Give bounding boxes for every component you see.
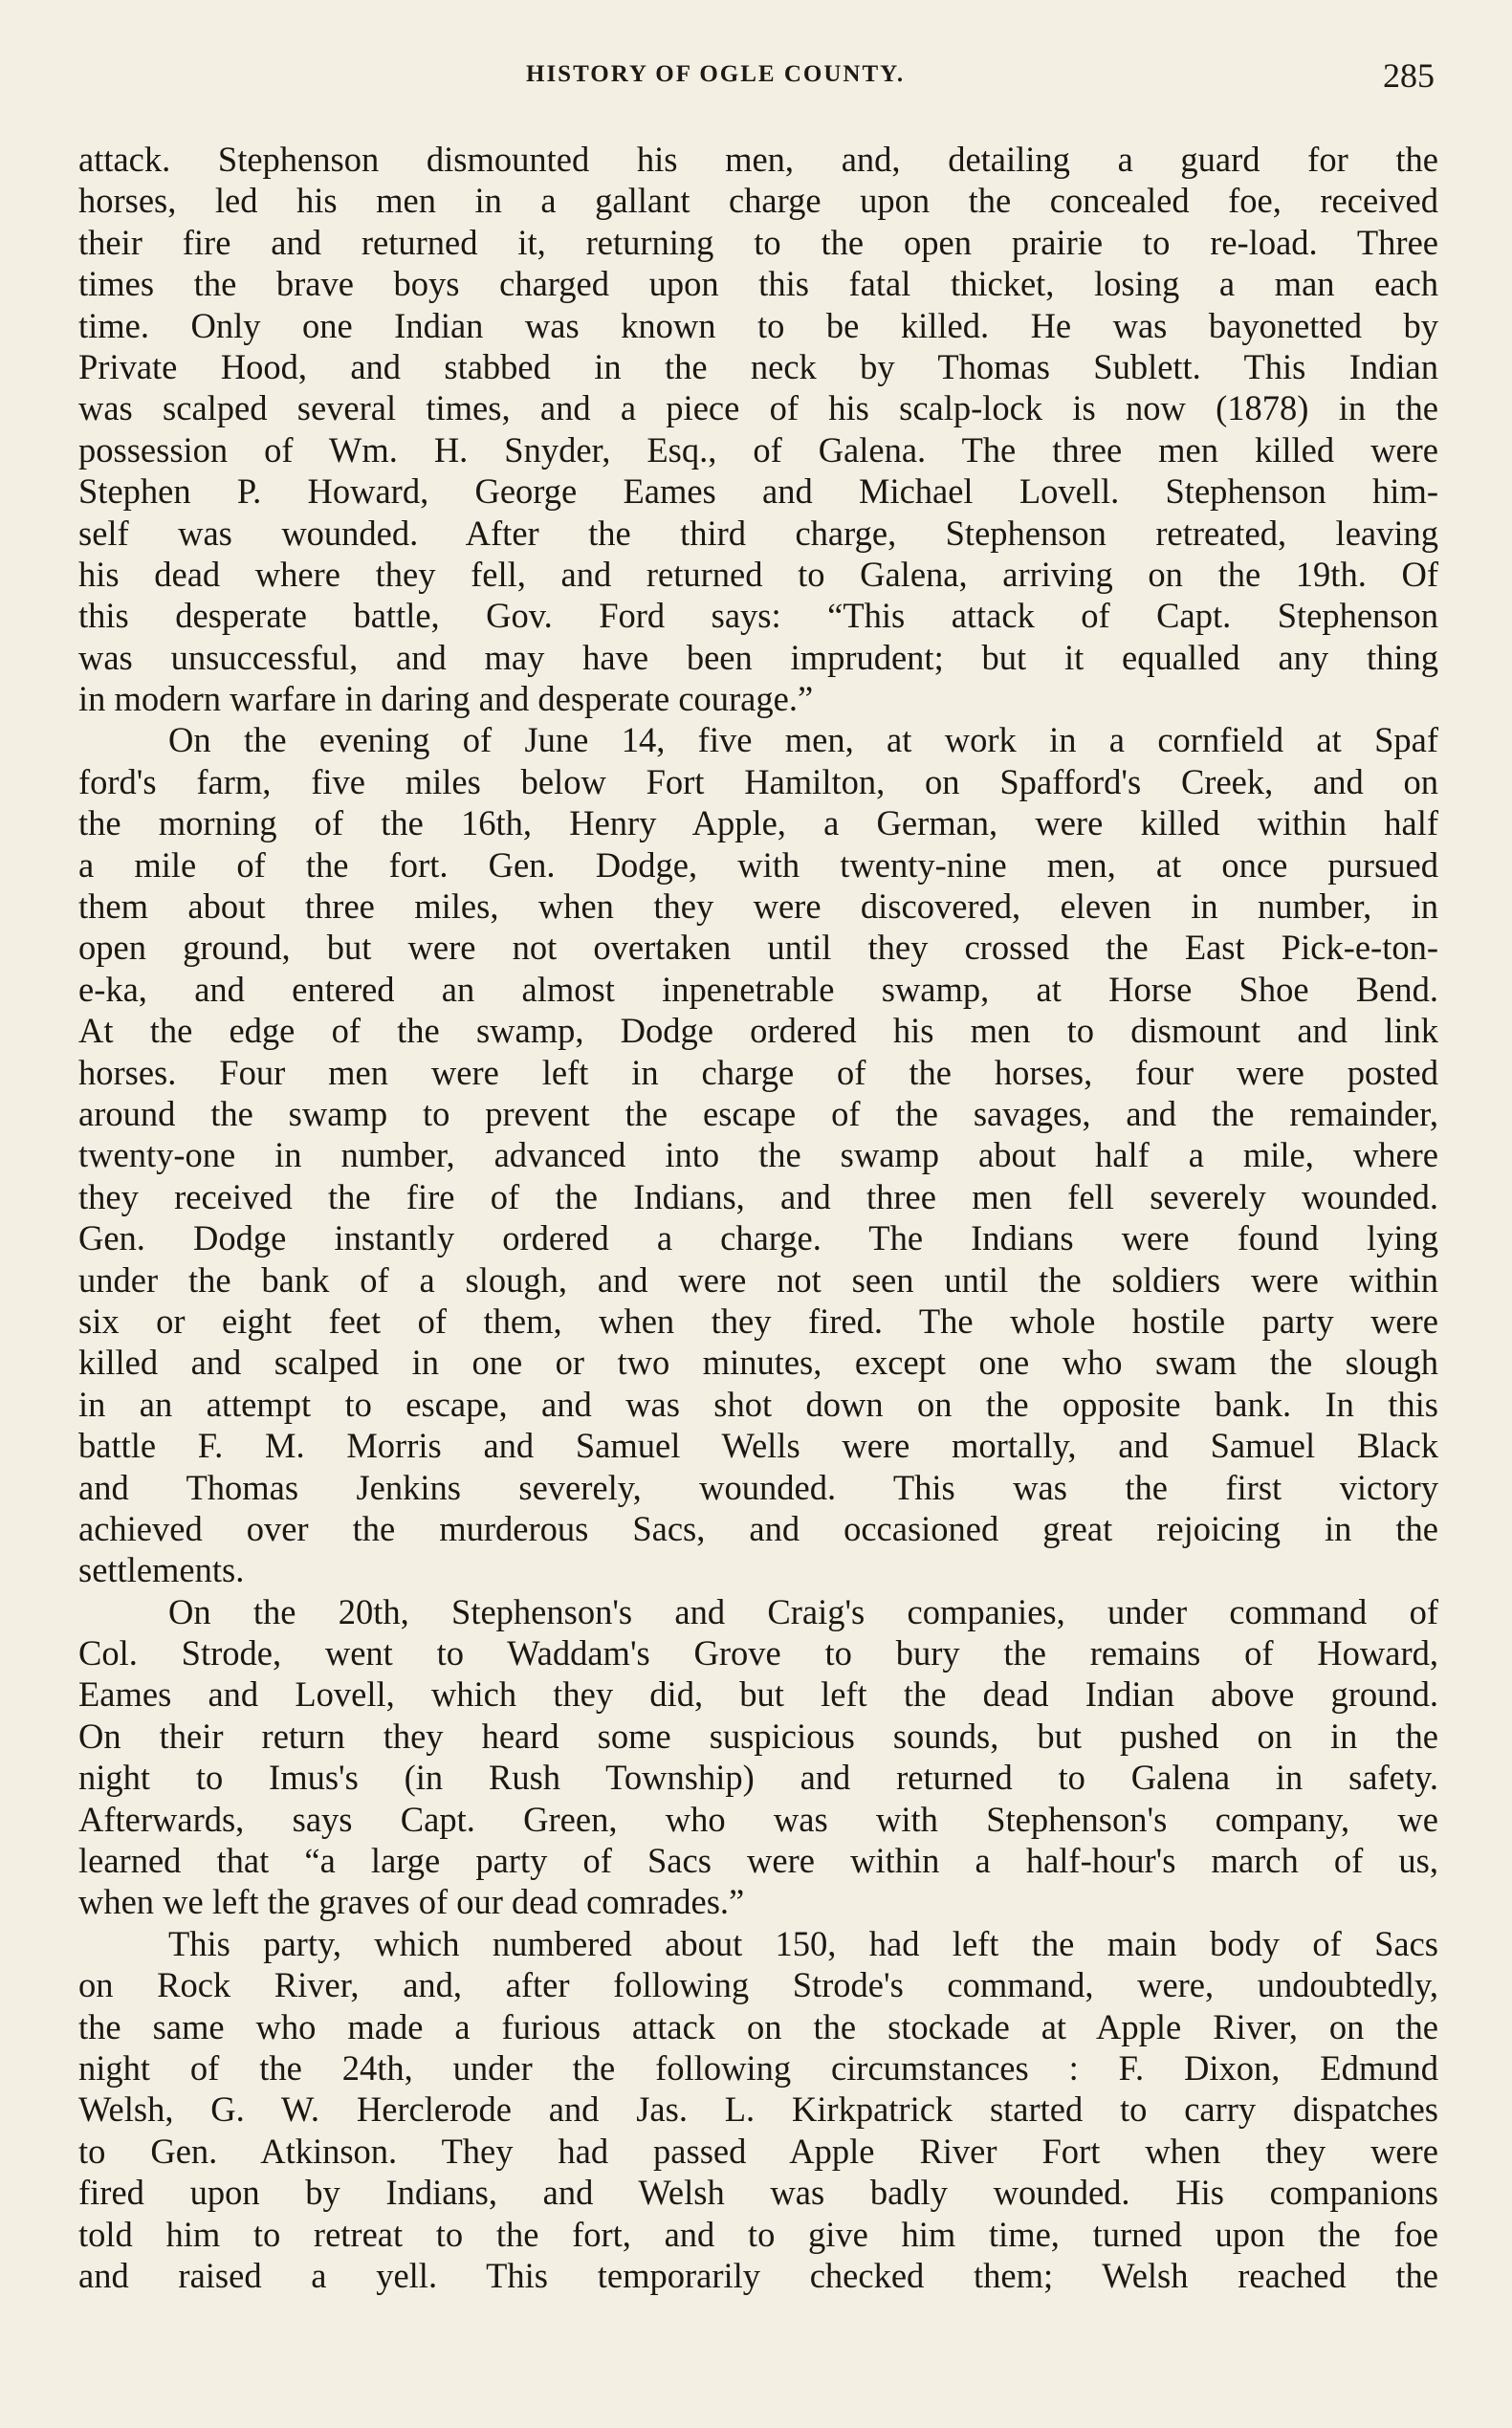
- text-line: the morning of the 16th, Henry Apple, a German, were killed within half: [78, 803, 1438, 843]
- text-line: Welsh, G. W. Herclerode and Jas. L. Kirkpatrick started to carry dispatches: [78, 2089, 1438, 2130]
- text-line: this desperate battle, Gov. Ford says: “This attack of Capt. Stephenson: [78, 596, 1438, 636]
- text-line: twenty-one in number, advanced into the swamp about half a mile, where: [78, 1135, 1438, 1175]
- text-line: to Gen. Atkinson. They had passed Apple River Fort when they were: [78, 2131, 1438, 2171]
- text-line: was scalped several times, and a piece of his scalp-lock is now (1878) in the: [78, 388, 1438, 428]
- text-line: under the bank of a slough, and were not seen until the soldiers were within: [78, 1259, 1438, 1300]
- text-line: achieved over the murderous Sacs, and occasioned great rejoicing in the: [78, 1508, 1438, 1548]
- text-line: At the edge of the swamp, Dodge ordered his men to dismount and link: [78, 1011, 1438, 1051]
- text-line: ford's farm, five miles below Fort Hamilton, on Spafford's Creek, and on: [78, 761, 1438, 801]
- paragraph-first-line: On the 20th, Stephenson's and Craig's companies, under command of: [168, 1591, 1438, 1631]
- text-line: their fire and returned it, returning to the open prairie to re-load. Three: [78, 222, 1438, 262]
- text-line: possession of Wm. H. Snyder, Esq., of Galena. The three men killed were: [78, 429, 1438, 470]
- text-line: told him to retreat to the fort, and to give him time, turned upon the foe: [78, 2214, 1438, 2254]
- text-line: Col. Strode, went to Waddam's Grove to bury the remains of Howard,: [78, 1633, 1438, 1673]
- text-line: his dead where they fell, and returned to Galena, arriving on the 19th. Of: [78, 554, 1438, 594]
- paragraph-first-line: On the evening of June 14, five men, at work in a cornfield at Spaf: [168, 720, 1438, 760]
- text-line: in modern warfare in daring and desperate courage.”: [78, 679, 814, 719]
- text-line: night of the 24th, under the following circumstances : F. Dixon, Edmund: [78, 2047, 1438, 2088]
- text-line: fired upon by Indians, and Welsh was badly wounded. His companions: [78, 2173, 1438, 2213]
- text-line: in an attempt to escape, and was shot down on the opposite bank. In this: [78, 1384, 1438, 1424]
- text-line: Eames and Lovell, which they did, but left the dead Indian above ground.: [78, 1674, 1438, 1715]
- paragraph-first-line: This party, which numbered about 150, had left the main body of Sacs: [168, 1923, 1438, 1963]
- text-line: open ground, but were not overtaken until they crossed the East Pick-e-ton-: [78, 928, 1438, 968]
- text-line: Gen. Dodge instantly ordered a charge. The Indians were found lying: [78, 1218, 1438, 1258]
- page-number: 285: [1383, 56, 1435, 95]
- text-line: Afterwards, says Capt. Green, who was with Stephenson's company, we: [78, 1799, 1438, 1839]
- text-line: when we left the graves of our dead comrades.”: [78, 1882, 745, 1922]
- text-line: they received the fire of the Indians, and three men fell severely wounded.: [78, 1176, 1438, 1216]
- text-line: killed and scalped in one or two minutes, except one who swam the slough: [78, 1343, 1438, 1383]
- text-line: around the swamp to prevent the escape of the savages, and the remainder,: [78, 1093, 1438, 1133]
- text-line: was unsuccessful, and may have been imprudent; but it equalled any thing: [78, 637, 1438, 677]
- text-line: e-ka, and entered an almost inpenetrable swamp, at Horse Shoe Bend.: [78, 969, 1438, 1009]
- text-line: and Thomas Jenkins severely, wounded. This was the first victory: [78, 1467, 1438, 1507]
- text-line: self was wounded. After the third charge, Stephenson retreated, leaving: [78, 513, 1438, 553]
- text-line: times the brave boys charged upon this fatal thicket, losing a man each: [78, 264, 1438, 304]
- running-head: [77, 55, 1435, 94]
- text-line: Private Hood, and stabbed in the neck by Thomas Sublett. This Indian: [78, 346, 1438, 386]
- text-line: on Rock River, and, after following Strode's command, were, undoubtedly,: [78, 1965, 1438, 2005]
- text-line: On their return they heard some suspicious sounds, but pushed on in the: [78, 1716, 1438, 1756]
- text-line: settlements.: [78, 1550, 245, 1590]
- text-line: six or eight feet of them, when they fired. The whole hostile party were: [78, 1301, 1438, 1341]
- text-line: a mile of the fort. Gen. Dodge, with twenty-nine men, at once pursued: [78, 844, 1438, 885]
- text-line: Stephen P. Howard, George Eames and Michael Lovell. Stephenson him-: [78, 471, 1438, 512]
- text-line: time. Only one Indian was known to be killed. He was bayonetted by: [78, 305, 1438, 345]
- text-line: horses, led his men in a gallant charge upon the concealed foe, received: [78, 181, 1438, 221]
- text-line: and raised a yell. This temporarily checked them; Welsh reached the: [78, 2255, 1438, 2295]
- running-title: HISTORY OF OGLE COUNTY.: [526, 61, 906, 87]
- text-line: horses. Four men were left in charge of the horses, four were posted: [78, 1052, 1438, 1092]
- body-text: [78, 139, 1438, 2296]
- text-line: attack. Stephenson dismounted his men, and, detailing a guard for the: [78, 140, 1438, 179]
- text-line: them about three miles, when they were discovered, eleven in number, in: [78, 886, 1438, 927]
- text-line: learned that “a large party of Sacs were within a half-hour's march of us,: [78, 1841, 1438, 1881]
- text-line: night to Imus's (in Rush Township) and returned to Galena in safety.: [78, 1758, 1438, 1798]
- text-line: the same who made a furious attack on the stockade at Apple River, on the: [78, 2006, 1438, 2046]
- text-line: battle F. M. Morris and Samuel Wells were mortally, and Samuel Black: [78, 1426, 1438, 1466]
